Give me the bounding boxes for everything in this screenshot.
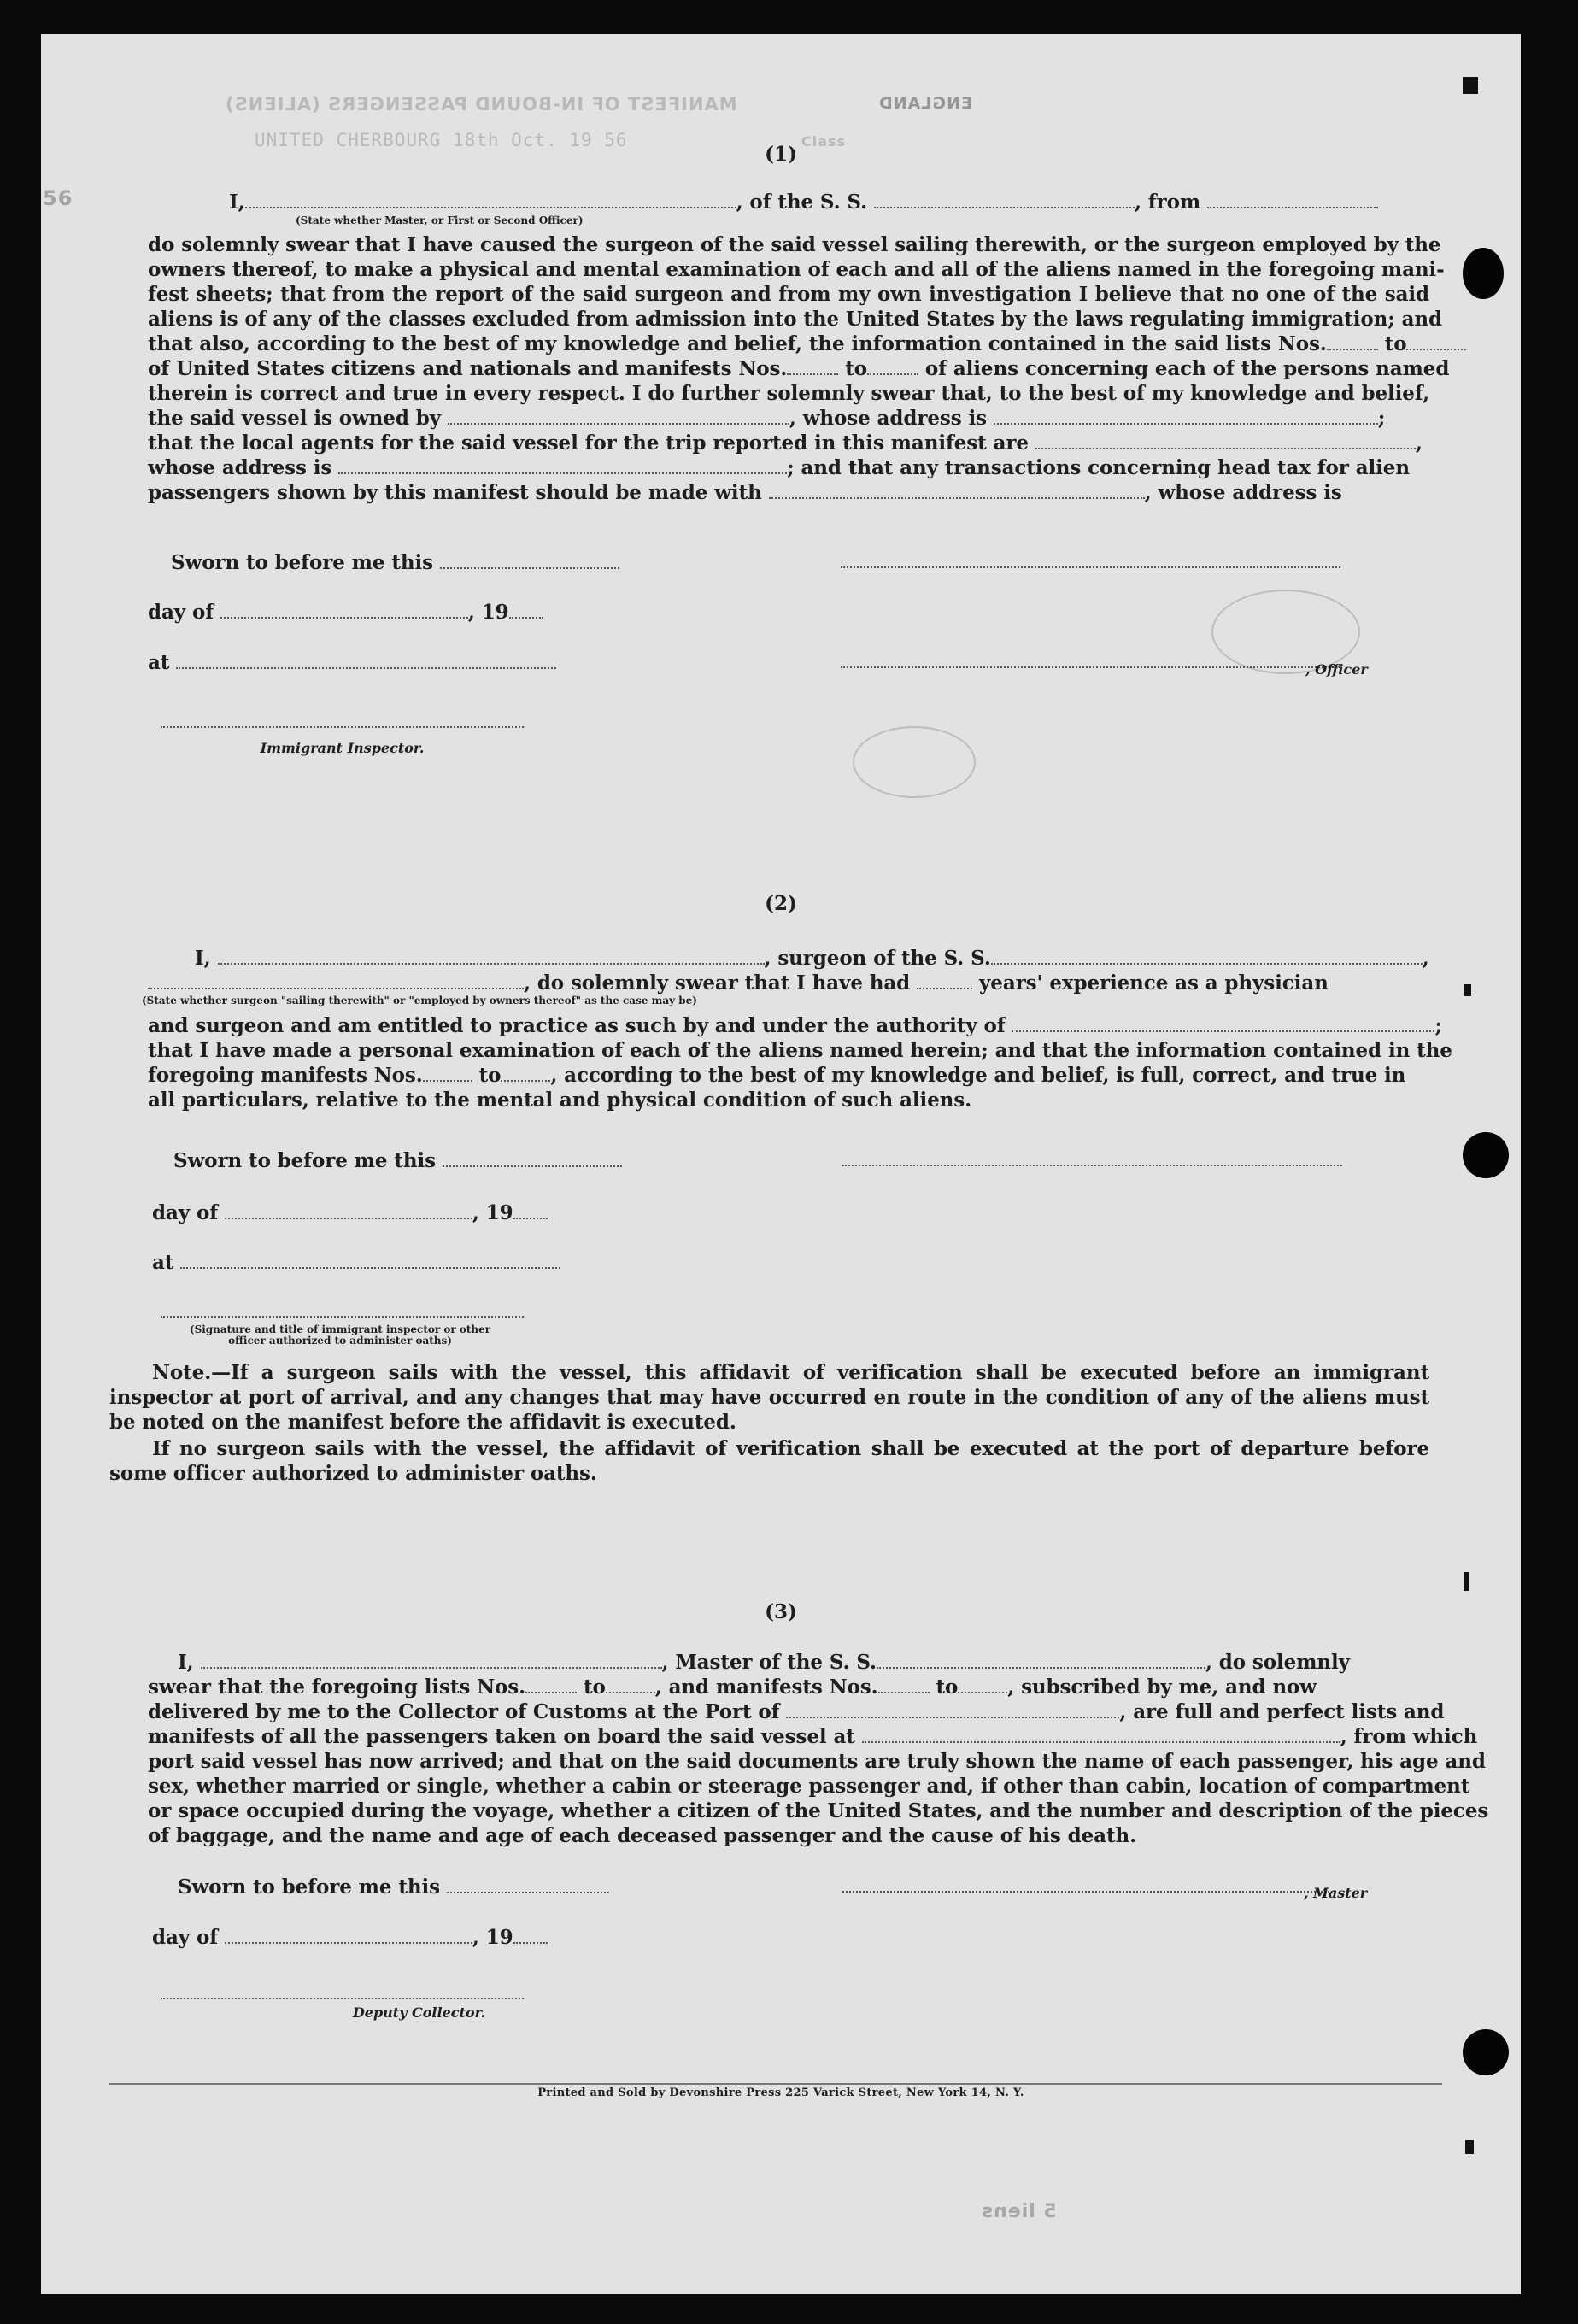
s3-line-8: of baggage, and the name and age of each deceased passenger and the cause of his death. xyxy=(148,1824,1137,1847)
s1-line-11: whose address is ; and that any transactions concerning head tax for alien xyxy=(148,456,1410,479)
s3-day: day of , 19 xyxy=(152,1926,665,1949)
s2-sig-caption: (Signature and title of immigrant inspector or other officer authorized to administer oaths) xyxy=(189,1323,491,1347)
s2-note-1: Note.—If a surgeon sails with the vessel, this affidavit of verification shall be executed before an immigrant xyxy=(152,1361,1429,1384)
s1-line-5: aliens is of any of the classes excluded from admission into the United States by the laws regulating immigration; and xyxy=(148,308,1442,331)
bleed-class-label: Class xyxy=(801,133,847,150)
s1-line-10: that the local agents for the said vessel for the trip reported in this manifest are , xyxy=(148,431,1423,455)
s3-line-4: manifests of all the passengers taken on board the said vessel at , from which xyxy=(148,1725,1478,1748)
s1-line-6: that also, according to the best of my knowledge and belief, the information contained in the said lists Nos. to xyxy=(148,332,1429,355)
s2-line-4: that I have made a personal examination of each of the aliens named herein; and that the information contained in the xyxy=(148,1039,1452,1062)
s2-line-2: , do solemnly swear that I have had years' experience as a physician xyxy=(148,971,1429,995)
pencil-scribble-2 xyxy=(853,726,976,798)
s1-line-1: I, , of the S. S. , from xyxy=(229,191,1421,214)
s1-line-9: the said vessel is owned by , whose address is ; xyxy=(148,407,1386,430)
bleed-manifest-title: MANIFEST OF IN-BOUND PASSENGERS (ALIENS) xyxy=(225,94,737,114)
bleed-ship-info: UNITED CHERBOURG 18th Oct. 19 56 xyxy=(255,130,628,150)
section-2-heading: (2) xyxy=(765,892,797,915)
s2-day: day of , 19 xyxy=(152,1201,665,1224)
s2-sig-line xyxy=(161,1316,524,1318)
punch-hole xyxy=(1463,1132,1509,1178)
s1-day: day of , 19 xyxy=(148,601,660,624)
printer-imprint: Printed and Sold by Devonshire Press 225 Varick Street, New York 14, N. Y. xyxy=(537,2086,1024,2099)
s3-master-label: , Master xyxy=(1304,1885,1368,1901)
s2-line-6: all particulars, relative to the mental and physical condition of such aliens. xyxy=(148,1089,972,1112)
s1-inspector-label: Immigrant Inspector. xyxy=(260,740,425,756)
s2-note-4: If no surgeon sails with the vessel, the affidavit of verification shall be executed at the port of departure before xyxy=(152,1437,1429,1460)
punch-hole xyxy=(1463,2029,1509,2075)
bleed-footer: 5 liens xyxy=(981,2201,1057,2222)
s2-signature-line xyxy=(842,1165,1342,1166)
s1-caption: (State whether Master, or First or Second Officer) xyxy=(296,214,584,226)
s1-line-7: of United States citizens and nationals and manifests Nos. to of aliens concerning each of the persons named xyxy=(148,357,1450,380)
s2-line-1: I, , surgeon of the S. S. , xyxy=(195,947,1429,970)
s1-line-4: fest sheets; that from the report of the said surgeon and from my own investigation I believe that no one of the said xyxy=(148,283,1429,306)
edge-mark xyxy=(1463,77,1478,94)
s1-inspector-line xyxy=(161,726,524,728)
s1-at: at xyxy=(148,651,746,674)
s1-line-12: passengers shown by this manifest should be made with , whose address is xyxy=(148,481,1342,504)
s3-line-6: sex, whether married or single, whether a cabin or steerage passenger and, if other than cabin, location of compartment xyxy=(148,1775,1470,1798)
bleed-margin-no: 56 xyxy=(43,186,73,210)
s3-signature-line xyxy=(842,1891,1329,1893)
s2-line-3: and surgeon and am entitled to practice as such by and under the authority of ; xyxy=(148,1014,1442,1037)
s3-deputy-label: Deputy Collector. xyxy=(352,2004,486,2021)
s1-signature-line xyxy=(841,566,1340,568)
s1-officer-label: , Officer xyxy=(1305,661,1368,678)
s3-deputy-line xyxy=(161,1998,524,1999)
s3-line-1: I, , Master of the S. S. , do solemnly xyxy=(178,1651,1350,1674)
s1-line-3: owners thereof, to make a physical and mental examination of each and all of the aliens named in the foregoing mani- xyxy=(148,258,1445,281)
footer-rule xyxy=(109,2083,1442,2085)
s2-sworn: Sworn to before me this xyxy=(173,1149,686,1172)
s2-caption: (State whether surgeon "sailing therewith" or "employed by owners thereof" as the case may be) xyxy=(142,995,697,1006)
edge-mark xyxy=(1464,1572,1469,1591)
s1-line-2: do solemnly swear that I have caused the surgeon of the said vessel sailing therewith, or the surgeon employed by the xyxy=(148,233,1441,256)
s3-line-3: delivered by me to the Collector of Customs at the Port of , are full and perfect lists and xyxy=(148,1700,1445,1723)
s1-line-8: therein is correct and true in every respect. I do further solemnly swear that, to the best of my knowledge and belief, xyxy=(148,382,1429,405)
s3-line-5: port said vessel has now arrived; and that on the said documents are truly shown the name of each passenger, his age and xyxy=(148,1750,1486,1773)
section-1-heading: (1) xyxy=(765,143,797,166)
edge-mark xyxy=(1464,984,1471,996)
bleed-stamp: ENGLAND xyxy=(878,94,972,113)
s3-line-7: or space occupied during the voyage, whether a citizen of the United States, and the number and description of the pieces xyxy=(148,1799,1489,1822)
s2-line-5: foregoing manifests Nos. to , according to the best of my knowledge and belief, is full, correct, and true in xyxy=(148,1064,1406,1087)
s1-officer-line xyxy=(841,666,1340,668)
s2-note-3: be noted on the manifest before the affidavit is executed. xyxy=(109,1411,736,1434)
s3-sworn: Sworn to before me this xyxy=(178,1875,690,1899)
s1-sworn: Sworn to before me this xyxy=(171,551,683,574)
section-3-heading: (3) xyxy=(765,1600,797,1623)
s3-line-2: swear that the foregoing lists Nos. to , and manifests Nos. to , subscribed by me, and now xyxy=(148,1676,1317,1699)
s2-at: at xyxy=(152,1251,665,1274)
edge-mark xyxy=(1465,2140,1474,2154)
s2-note-2: inspector at port of arrival, and any changes that may have occurred en route in the condition of any of the aliens must xyxy=(109,1386,1429,1409)
punch-hole xyxy=(1463,248,1504,299)
s2-note-5: some officer authorized to administer oaths. xyxy=(109,1462,597,1485)
document-page xyxy=(41,34,1521,2294)
